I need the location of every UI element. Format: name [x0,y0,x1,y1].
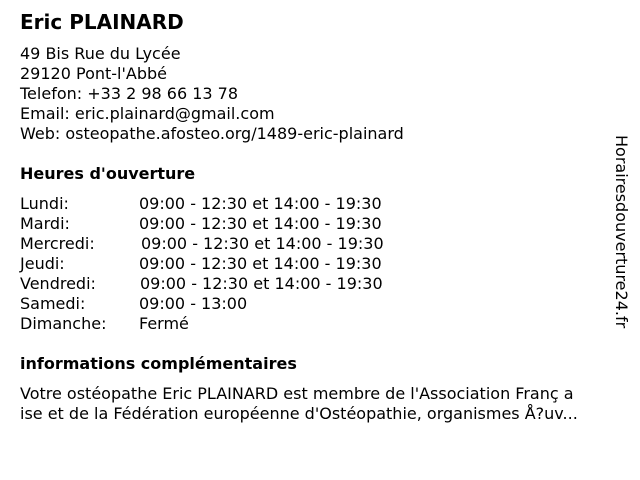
day-label: Mercredi: [20,234,95,253]
time-value: 09:00 - 12:30 et 14:00 - 19:30 [140,274,383,293]
web-line: Web: osteopathe.afosteo.org/1489-eric-plainard [20,124,404,143]
time-value: 09:00 - 13:00 [139,294,248,313]
time-value: 09:00 - 12:30 et 14:00 - 19:30 [139,214,382,233]
hours-title: Heures d'ouverture [20,164,196,183]
phone-line: Telefon: +33 2 98 66 13 78 [20,84,239,103]
email-line: Email: eric.plainard@gmail.com [20,104,275,123]
time-value: 09:00 - 12:30 et 14:00 - 19:30 [139,194,382,213]
info-line-2: ise et de la Fédération européenne d'Ostéopathie, organismes Å?uv... [20,404,578,423]
time-value: 09:00 - 12:30 et 14:00 - 19:30 [139,254,382,273]
time-value: 09:00 - 12:30 et 14:00 - 19:30 [141,234,384,253]
day-label: Vendredi: [20,274,96,293]
info-line-1: Votre ostéopathe Eric PLAINARD est membre de l'Association Franç a [20,384,574,403]
page-title: Eric PLAINARD [20,10,184,34]
day-label: Samedi: [20,294,86,313]
contact-block [20,44,404,144]
address-line-2: 29120 Pont-l'Abbé [20,64,167,83]
info-title: informations complémentaires [20,354,297,373]
watermark-text: Horairesdouverture24.fr [612,135,631,329]
day-label: Jeudi: [20,254,65,273]
day-label: Mardi: [20,214,70,233]
info-text [20,384,630,424]
address-line-1: 49 Bis Rue du Lycée [20,44,181,63]
time-value: Fermé [139,314,189,333]
day-label: Lundi: [20,194,69,213]
day-label: Dimanche: [20,314,107,333]
